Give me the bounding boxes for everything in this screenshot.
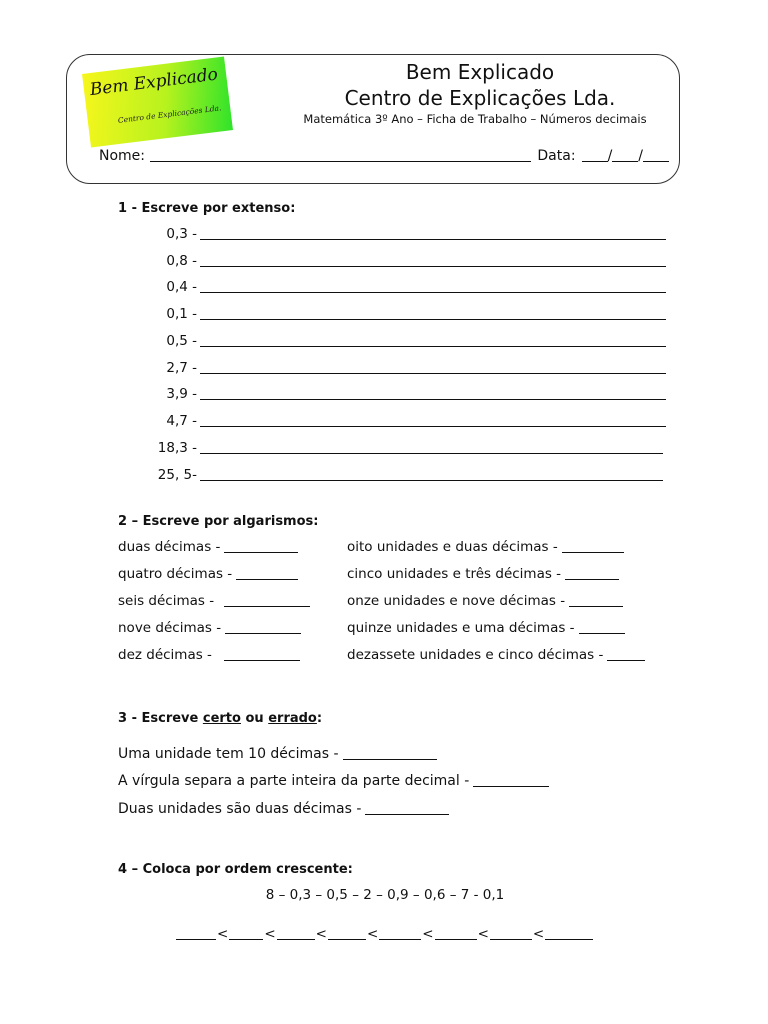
- extenso-number: 0,5 -: [166, 333, 197, 349]
- extenso-answer-field[interactable]: [200, 387, 666, 400]
- algarismos-answer-field[interactable]: [225, 621, 301, 634]
- order-answer-field[interactable]: [379, 927, 421, 940]
- extenso-number: 18,3 -: [157, 440, 197, 456]
- date-separator: /: [607, 148, 613, 164]
- statement-row: [118, 744, 437, 762]
- algarismos-answer-field[interactable]: [579, 621, 625, 634]
- section4-title: 4 – Coloca por ordem crescente:: [118, 862, 353, 877]
- order-answer-field[interactable]: [277, 927, 315, 940]
- algarismos-answer-field[interactable]: [569, 594, 623, 607]
- logo-title: Bem Explicado: [88, 64, 219, 101]
- less-than-sign: <: [217, 926, 229, 942]
- order-answer-field[interactable]: [229, 927, 263, 940]
- less-than-sign: <: [264, 926, 276, 942]
- order-answer-field[interactable]: [490, 927, 532, 940]
- algarismos-prompt: dez décimas -: [118, 647, 212, 663]
- statement-text: Duas unidades são duas décimas -: [118, 801, 362, 817]
- algarismos-answer-field[interactable]: [565, 567, 619, 580]
- algarismos-row: [347, 593, 623, 609]
- algarismos-prompt: nove décimas -: [118, 620, 222, 636]
- header-info: Matemática 3º Ano – Ficha de Trabalho – Números decimais: [303, 112, 647, 126]
- name-field[interactable]: [150, 147, 531, 162]
- extenso-row: [140, 467, 663, 483]
- extenso-number: 4,7 -: [166, 413, 197, 429]
- algarismos-prompt: quinze unidades e uma décimas -: [347, 620, 575, 636]
- extenso-row: [140, 413, 666, 429]
- header-subtitle: Centro de Explicações Lda.: [344, 86, 616, 110]
- algarismos-answer-field[interactable]: [562, 540, 624, 553]
- extenso-answer-field[interactable]: [200, 227, 666, 240]
- order-row: [176, 926, 593, 942]
- extenso-row: [140, 279, 666, 295]
- date-separator: /: [638, 148, 643, 164]
- algarismos-row: [347, 539, 624, 555]
- date-day-field[interactable]: [582, 147, 608, 162]
- extenso-number: 0,1 -: [166, 306, 197, 322]
- extenso-answer-field[interactable]: [200, 334, 666, 347]
- statement-row: [118, 771, 549, 789]
- logo-subtitle: Centro de Explicações Lda.: [117, 103, 222, 125]
- less-than-sign: <: [315, 926, 327, 942]
- extenso-answer-field[interactable]: [200, 254, 666, 267]
- section2-title: 2 – Escreve por algarismos:: [118, 514, 319, 529]
- extenso-row: [140, 226, 666, 242]
- number-sequence: 8 – 0,3 – 0,5 – 2 – 0,9 – 0,6 – 7 - 0,1: [265, 887, 505, 903]
- extenso-row: [140, 253, 666, 269]
- statement-answer-field[interactable]: [343, 747, 437, 760]
- section3-title-prefix: 3 - Escreve: [118, 711, 203, 726]
- statement-answer-field[interactable]: [365, 802, 449, 815]
- algarismos-row: [118, 566, 298, 582]
- algarismos-answer-field[interactable]: [224, 594, 310, 607]
- date-year-field[interactable]: [643, 147, 669, 162]
- extenso-number: 2,7 -: [166, 360, 197, 376]
- extenso-answer-field[interactable]: [200, 280, 666, 293]
- header-title: Bem Explicado: [405, 60, 555, 84]
- order-answer-field[interactable]: [328, 927, 366, 940]
- algarismos-row: [118, 620, 301, 636]
- algarismos-prompt: quatro décimas -: [118, 566, 233, 582]
- algarismos-prompt: oito unidades e duas décimas -: [347, 539, 558, 555]
- section3-title-errado: errado: [268, 711, 317, 726]
- extenso-number: 0,4 -: [166, 279, 197, 295]
- statement-text: A vírgula separa a parte inteira da parte decimal -: [118, 773, 470, 789]
- extenso-answer-field[interactable]: [200, 307, 666, 320]
- algarismos-row: [347, 647, 645, 663]
- extenso-row: [140, 386, 666, 402]
- algarismos-answer-field[interactable]: [224, 540, 298, 553]
- statement-text: Uma unidade tem 10 décimas -: [118, 746, 339, 762]
- algarismos-row: [118, 593, 310, 609]
- statement-row: [118, 799, 449, 817]
- algarismos-prompt: duas décimas -: [118, 539, 221, 555]
- extenso-number: 3,9 -: [166, 386, 197, 402]
- algarismos-answer-field[interactable]: [236, 567, 298, 580]
- extenso-number: 25, 5-: [157, 467, 197, 483]
- date-month-field[interactable]: [612, 147, 638, 162]
- section3-title: [118, 711, 322, 726]
- order-answer-field[interactable]: [545, 927, 593, 940]
- extenso-number: 0,3 -: [166, 226, 197, 242]
- order-answer-field[interactable]: [176, 927, 216, 940]
- statement-answer-field[interactable]: [473, 774, 549, 787]
- algarismos-prompt: cinco unidades e três décimas -: [347, 566, 562, 582]
- extenso-number: 0,8 -: [166, 253, 197, 269]
- date-label: Data:: [537, 148, 576, 164]
- extenso-answer-field[interactable]: [200, 468, 663, 481]
- algarismos-prompt: onze unidades e nove décimas -: [347, 593, 566, 609]
- extenso-row: [140, 360, 666, 376]
- less-than-sign: <: [366, 926, 379, 942]
- algarismos-answer-field[interactable]: [224, 648, 300, 661]
- section1-title: 1 - Escreve por extenso:: [118, 201, 296, 216]
- section3-title-suffix: :: [316, 711, 323, 726]
- algarismos-row: [347, 620, 625, 636]
- name-label: Nome:: [99, 148, 146, 164]
- section3-title-mid: ou: [240, 711, 269, 726]
- extenso-answer-field[interactable]: [200, 441, 663, 454]
- section3-title-certo: certo: [202, 711, 241, 726]
- extenso-row: [140, 440, 663, 456]
- less-than-sign: <: [422, 926, 434, 942]
- algarismos-prompt: dezassete unidades e cinco décimas -: [347, 647, 604, 663]
- algarismos-answer-field[interactable]: [607, 648, 645, 661]
- less-than-sign: <: [532, 926, 545, 942]
- extenso-answer-field[interactable]: [200, 361, 666, 374]
- algarismos-row: [118, 539, 298, 555]
- name-date-row: [99, 146, 669, 164]
- order-answer-field[interactable]: [435, 927, 477, 940]
- less-than-sign: <: [477, 926, 489, 942]
- extenso-row: [140, 333, 666, 349]
- extenso-row: [140, 306, 666, 322]
- algarismos-row: [118, 647, 300, 663]
- extenso-answer-field[interactable]: [200, 414, 666, 427]
- algarismos-row: [347, 566, 619, 582]
- algarismos-prompt: seis décimas -: [118, 593, 215, 609]
